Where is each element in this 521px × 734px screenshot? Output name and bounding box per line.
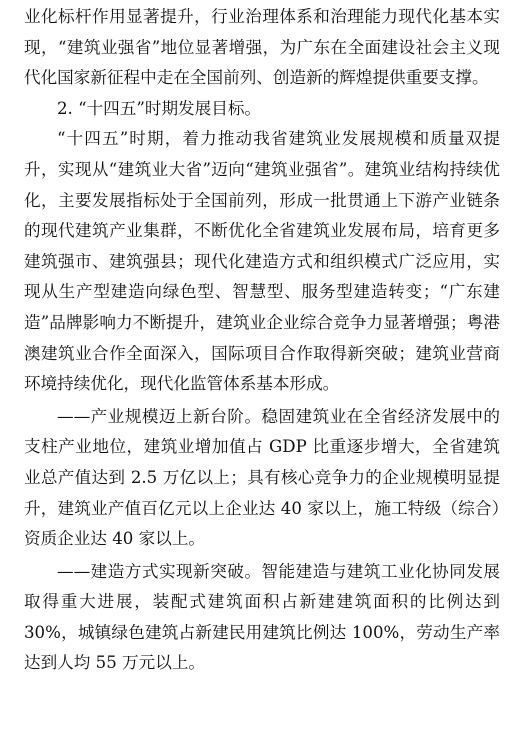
- paragraph-overview: “十四五”时期，着力推动我省建筑业发展规模和质量双提升，实现从“建筑业大省”迈向“建筑业强省”。建筑业结构持续优化，主要发展指标处于全国前列，形成一批贯通上下游产业链条的现代建筑产业集群，不断优化全省建筑业发展布局，培育更多建筑强市、建筑强县；现代化建造方式和组织模式广泛应用，实现从生产型建造向绿色型、智慧型、服务型建造转变；“广东建造”品牌影响力不断提升，建筑业企业综合竞争力显著增强；粤港澳建筑业合作全面深入，国际项目合作取得新突破；建筑业营商环境持续优化，现代化监管体系基本形成。: [24, 129, 500, 394]
- paragraph-continuation: 业化标杆作用显著提升，行业治理体系和治理能力现代化基本实现，“建筑业强省”地位显著增强，为广东在全面建设社会主义现代化国家新征程中走在全国前列、创造新的辉煌提供重要支撑。: [24, 7, 500, 88]
- document-page: [24, 0, 500, 734]
- paragraph-industry-scale: ——产业规模迈上新台阶。稳固建筑业在全省经济发展中的支柱产业地位，建筑业增加值占 GDP 比重逐步增大，全省建筑业总产值达到 2.5 万亿以上；具有核心竞争力的企业规模明显提升，建筑业产值百亿元以上企业达 40 家以上，施工特级（综合）资质企业达 40 家以上。: [24, 406, 500, 549]
- section-heading: 2. “十四五”时期发展目标。: [57, 98, 262, 118]
- paragraph-construction-method: ——建造方式实现新突破。智能建造与建筑工业化协同发展取得重大进展，装配式建筑面积占新建建筑面积的比例达到 30%，城镇绿色建筑占新建民用建筑比例达 100%，劳动生产率达到人均 55 万元以上。: [24, 561, 500, 673]
